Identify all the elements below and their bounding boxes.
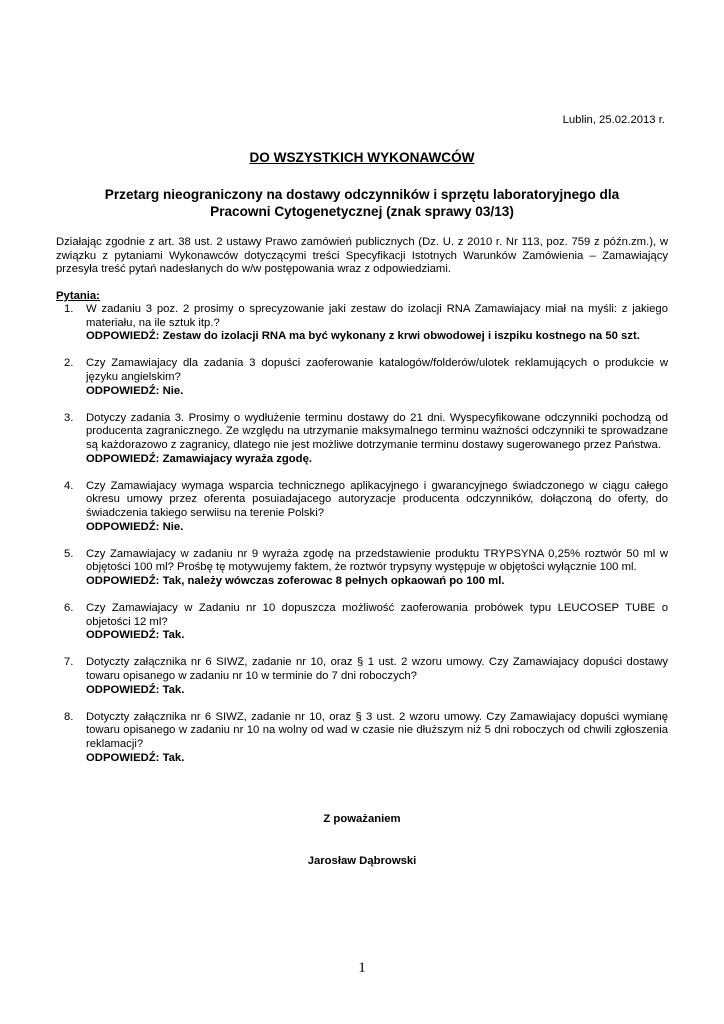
subject-line-1: Przetarg nieograniczony na dostawy odczynników i sprzętu laboratoryjnego dla: [104, 187, 620, 202]
question-text: Dotyczty załącznika nr 6 SIWZ, zadanie nr 10, oraz § 3 ust. 2 wzoru umowy. Czy Zamawiajacy dopuści wymianę towaru opisanego w zadaniu nr 10 na wolny od wad w czasie nie dłuższym niż 5 dni roboczych od chwili zgłoszenia reklamacji?: [86, 710, 668, 750]
answer-text: ODPOWIEDŹ: Tak.: [86, 683, 185, 696]
questions-label: Pytania:: [56, 290, 100, 302]
question-item-1: [56, 303, 668, 344]
document-heading: DO WSZYSTKICH WYKONAWCÓW: [249, 150, 475, 165]
question-item-4: [56, 480, 668, 534]
document-date: Lublin, 25.02.2013 r.: [562, 114, 665, 126]
closing-phrase: Z poważaniem: [323, 813, 401, 825]
question-number: 8.: [64, 710, 74, 723]
answer-text: ODPOWIEDŹ: Tak.: [86, 751, 185, 764]
question-item-7: [56, 656, 668, 697]
question-number: 4.: [64, 479, 74, 492]
page-number: 1: [358, 960, 366, 976]
question-text: W zadaniu 3 poz. 2 prosimy o sprecyzowanie jaki zestaw do izolacji RNA Zamawiajacy miał na myśli: z jakiego materiału, na ile sztuk itp.?: [86, 303, 668, 329]
intro-paragraph: Działając zgodnie z art. 38 ust. 2 ustawy Prawo zamówień publicznych (Dz. U. z 2010 r. Nr 113, poz. 759 z późn.zm.), w związku z pytaniami Wykonawców dotyczącymi treści Specyfikacji Istotnych Warunków Zamówienia – Zamawiający przesyła treść pytań nadesłanych do w/w postępowania wraz z odpowiedziami.: [56, 236, 668, 276]
question-number: 6.: [64, 602, 74, 615]
question-text: Czy Zamawiajacy wymaga wsparcia technicznego aplikacyjnego i gwarancyjnego świadczonego w ciągu całego okresu umowy przez oferenta posuiadajacego autoryzacje producenta odczynników, dołączoną do oferty, do świadczenia takiego serwiisu na terenie Polski?: [86, 479, 668, 519]
questions-list: [56, 303, 668, 779]
answer-text: ODPOWIEDŹ: Zestaw do izolacji RNA ma być wykonany z krwi obwodowej i iszpiku kostnego na 50 szt.: [86, 330, 640, 343]
question-number: 5.: [64, 547, 74, 560]
answer-text: ODPOWIEDŹ: Tak.: [86, 629, 185, 642]
answer-text: ODPOWIEDŹ: Zamawiajacy wyraża zgodę.: [86, 452, 312, 465]
question-number: 3.: [64, 411, 74, 424]
question-item-5: [56, 548, 668, 589]
question-text: Czy Zamawiajacy dla zadania 3 dopuści zaoferowanie katalogów/folderów/ulotek reklamujących o produkcie w języku angielskim?: [86, 357, 668, 383]
question-item-8: [56, 711, 668, 765]
subject-line-2: Pracowni Cytogenetycznej (znak sprawy 03/13): [210, 204, 514, 219]
question-text: Dotyczty załącznika nr 6 SIWZ, zadanie nr 10, oraz § 1 ust. 2 wzoru umowy. Czy Zamawiajacy dopuści dostawy towaru opisanego w zadaniu nr 10 w terminie do 7 dni roboczych?: [86, 656, 668, 683]
question-text: Dotyczy zadania 3. Prosimy o wydłużenie terminu dostawy do 21 dni. Wyspecyfikowane odczynniki pochodzą od producenta zagranicznego. Ze względu na utrzymanie maksymalnego terminu ważności odczynniki te sprowadzane są każdorazowo z zagranicy, dlatego nie jest możliwe dotrzymanie terminu dostawy sugerowanego przez Państwa.: [86, 411, 668, 451]
answer-text: ODPOWIEDŹ: Tak, należy wówczas zoferowac 8 pełnych opkaowań po 100 ml.: [86, 574, 505, 587]
question-item-6: [56, 602, 668, 643]
question-item-3: [56, 412, 668, 466]
answer-text: ODPOWIEDŹ: Nie.: [86, 384, 184, 397]
document-subject: [56, 186, 668, 220]
question-text: Czy Zamawiajacy w Zadaniu nr 10 dopuszcza możliwość zaoferowania probówek typu LEUCOSEP TUBE o objetości 12 ml?: [86, 602, 668, 628]
answer-text: ODPOWIEDŹ: Nie.: [86, 520, 184, 533]
question-item-2: [56, 357, 668, 398]
signature-name: Jarosław Dąbrowski: [307, 855, 417, 867]
question-text: Czy Zamawiajacy w zadaniu nr 9 wyraża zgodę na przedstawienie produktu TRYPSYNA 0,25% roztwór 50 ml w objętości 100 ml? Prośbę tę motywujemy faktem, że roztwór trypsyny występuje w objętości wyłącznie 100 ml.: [86, 547, 668, 574]
question-number: 1.: [64, 303, 74, 315]
question-number: 2.: [64, 357, 74, 370]
question-number: 7.: [64, 656, 74, 669]
